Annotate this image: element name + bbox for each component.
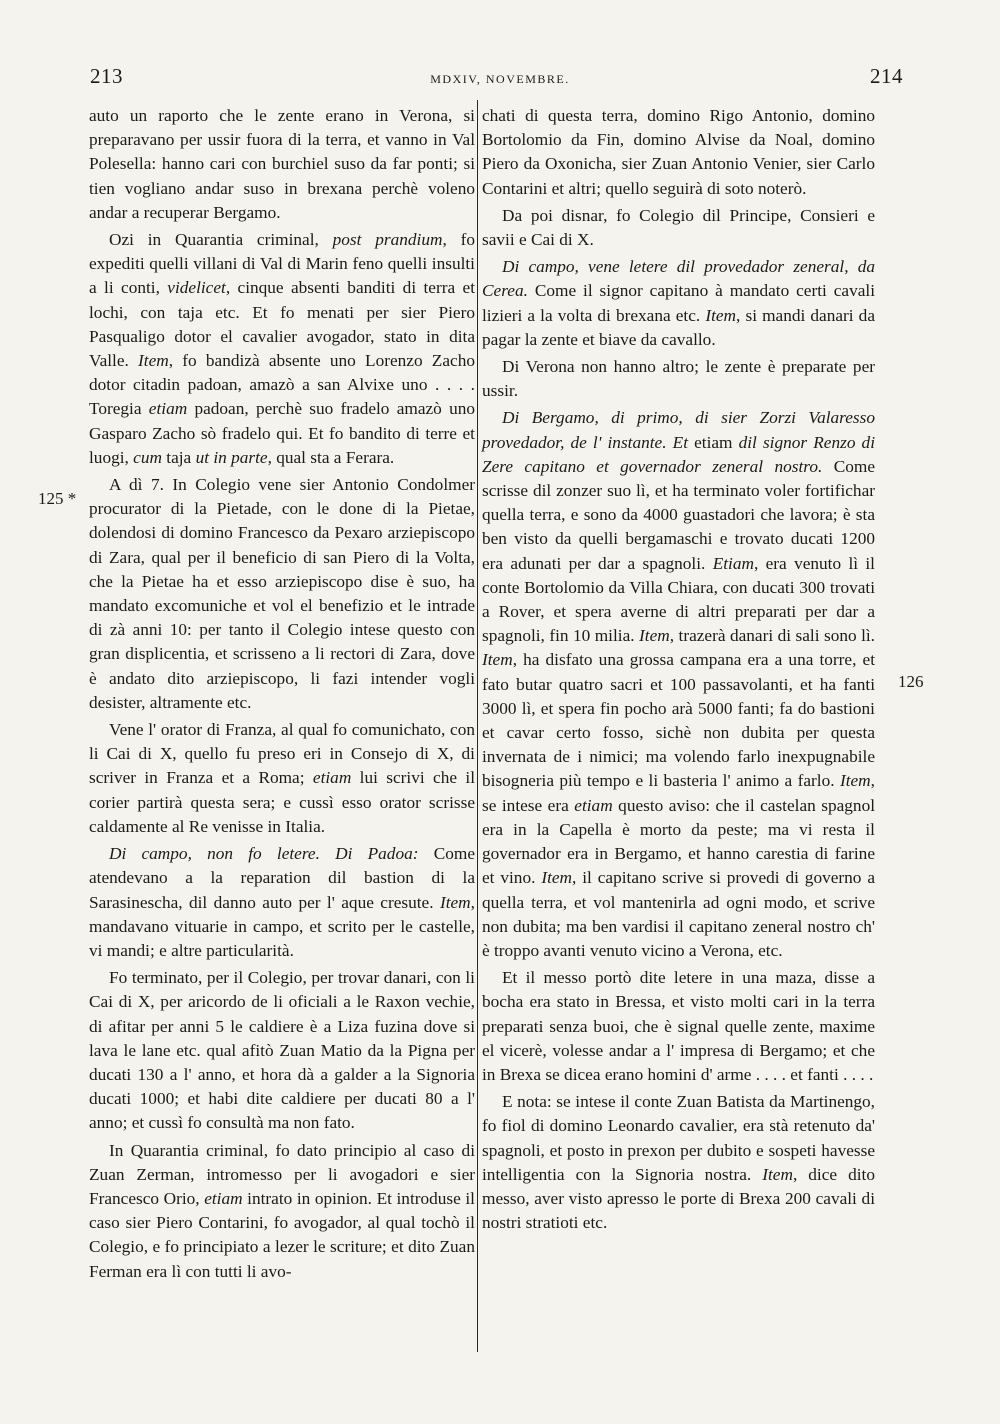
page-number-right: 214 [870,64,903,88]
text-run: auto un raporto che le zente erano in Verona, si preparavano per ussir fuora di la terra, et vanno in Val Polesella: hanno cari con burchiel suso da far ponti; si tien vogliano andar suso in brexana perchè voleno andar a recuperar Bergamo. [89,106,475,222]
italic-text: etiam [204,1188,243,1208]
text-run: Come il signor capitano à mandato certi cavali lizieri a la volta di brexana etc. [482,281,875,325]
text-run: , fo bandizà absente uno Lorenzo Zacho dotor citadin padoan, amazò a san Alvixe uno . . . . Toregia [89,351,475,419]
text-run: taja [161,447,196,467]
text-run: E nota: se intese il conte Zuan Batista da Martinengo, fo fiol di domino Leonardo cavalier, era stà retenuto da' spagnoli, et posto in prexon per dubito e sospeti havesse intelligentia con la Signoria nostra. [482,1092,875,1184]
text-run: chati di questa terra, domino Rigo Antonio, domino Bortolomio da Fin, domino Alvise da Noal, domino Piero da Oxonicha, sier Zuan Antonio Venier, sier Carlo Contarini et altri; quello seguirà di soto noterò. [482,106,875,198]
right-column [482,104,875,1238]
text-run: Come scrisse dil zonzer suo lì, et ha terminato voler fortifichar quella terra, e sono da 4000 guastadori che lavora; è sta ben visto da quelli bergamaschi e trovato ducati 1200 era adunati per dar a spagnoli. [482,456,875,573]
margin-note-right: 126 [898,672,924,691]
text-run: , era venuto lì il conte Bortolomio da Villa Chiara, con ducati 300 trovati a Rover, et spera averne di altri preparati per dar a spagnoli, fin 10 milia. [482,553,875,646]
text-run: A dì 7. In Colegio vene sier Antonio Condolmer procurator di la Pietade, con le done di la Pietae, dolendosi di domino Francesco da Pexaro arziepiscopo di Zara, qual per il beneficio di san Piero di la Volta, che la Pietae ha et esso arziepiscopo dise è suo, ha mandato excomuniche et vol el benefizio et le intrade di zà anni 10: per tanto il Colegio intese questo con gran displicentia, et scrisseno a li rectori di Zara, dove è andato dito arziepiscopo, li fazi intender vogli desister, altramente etc. [89,475,475,712]
paragraph [89,1139,475,1284]
text-run: , dice dito messo, aver visto apresso le porte di Brexa 200 cavali di nostri stratioti etc. [482,1164,875,1233]
italic-text: videlicet [167,278,226,298]
paragraph [482,1090,875,1235]
text-run: Et il messo portò dite letere in una maza, disse a bocha era stato in Bressa, et visto molti cari in la terra preparati senza buoi, che è signal quelle zente, maxime el vicerè, volesse andar a l' impresa di Bergamo; et che in Brexa se dicea erano homini d' arme . . . . et fanti . . . . [482,968,875,1084]
paragraph [89,842,475,963]
text-run: In Quarantia criminal, fo dato principio al caso di Zuan Zerman, intromesso per li avogadori e sier Francesco Orio, [89,1140,475,1208]
paragraph [482,406,875,963]
paragraph [482,255,875,352]
italic-text: Item [839,771,871,791]
page-number-left: 213 [90,64,123,88]
italic-text: Item [762,1164,793,1184]
italic-text: post prandium [332,230,443,250]
italic-text: Di Bergamo, di primo, di sier Zorzi Valaresso provedador, de l' instante. [482,408,875,452]
paragraph [89,104,475,225]
paragraph [482,204,875,252]
paragraph [482,104,875,201]
italic-text: cum [133,447,162,467]
text-run: intrato in opinion. Et introduse il caso sier Piero Contarini, fo avogador, al qual tochò il Colegio, e fo principiato a lezer le scriture; et dito Zuan Ferman era lì con tutti li avo- [89,1188,475,1281]
text-run: padoan, perchè suo fradelo amazò uno Gasparo Zacho sò fradelo qui. Et fo bandito di terre et luogi, [89,399,475,467]
paragraph [89,966,475,1135]
column-divider [477,100,478,1352]
italic-text: Di campo, non fo letere. Di Padoa: [109,844,419,864]
text-run: Vene l' orator di Franza, al qual fo comunichato, con li Cai di X, quello fu preso eri in Consejo di X, di scriver in Franza et a Roma; [89,720,475,788]
text-run: etiam [688,432,739,452]
text-run: , se intese era [482,771,875,815]
italic-text: Item [639,626,670,646]
text-run: , qual sta a Ferara. [267,447,395,467]
text-run: questo aviso: che il castelan spagnol era in la Capella è morto da peste; ma vi resta il governador era in Bergamo, et hanno carestia di farine et vino. [482,795,876,888]
left-column [89,104,475,1287]
italic-text: Item [138,351,169,371]
text-run: , ha disfato una grossa campana era a una torre, et fato butar quatro sacri et 100 passavolanti, et ha fanti 3000 lì, et spera fin pocho arà 5000 fanti; fa do bastioni et cavar certo fosso, sichè non dubita per questa invernata de i nimici; ma volendo farlo inexpugnabile bisogneria più tempo e li basteria l' animo a farlo. [482,650,875,791]
paragraph [482,966,875,1087]
text-run: Fo terminato, per il Colegio, per trovar danari, con li Cai di X, per aricordo de li oficiali a le Raxon vechie, di afitar per anni 5 le caldiere è a Liza fuzina dove si lava le lane etc. qual afitò Zuan Matio da la Pigna per ducati 130 a l' anno, et hora dà a galder a la Signoria ducati 1000; et habi dite caldiere per ducati 80 a l' anno; et cussì fo consultà ma non fato. [89,968,475,1133]
paragraph [482,355,875,403]
text-run: , fo expediti quelli villani di Val di Marin feno quelli insulti a li conti, [89,230,475,298]
margin-note-left: 125 * [38,489,77,508]
italic-text: Item [705,305,737,325]
text-run: , cinque absenti banditi di terra et lochi, con taja etc. Et fo menati per sier Piero Pasqualigo dotor el cavalier avogador, stato in dita Valle. [89,278,475,371]
header-title: MDXIV, NOVEMBRE. [430,72,570,86]
text-run: , mandavano vituarie in campo, et scrito per le castelle, vi mandi; e altre particularità. [89,892,475,960]
italic-text: dil signor Renzo di Zere capitano et governador zeneral nostro. [482,432,875,476]
italic-text: etiam [312,768,352,788]
text-run: Di Verona non hanno altro; le zente è preparate per ussir. [482,357,875,401]
italic-text: Item [482,650,513,670]
paragraph [89,718,475,839]
paragraph [89,228,475,470]
italic-text: ut in parte [195,447,268,467]
italic-text: Etiam [712,553,754,573]
text-run: , trazerà danari di sali sono lì. [669,626,875,646]
italic-text: etiam [574,795,613,815]
italic-text: Di campo, vene letere dil provedador zeneral, da Cerea. [482,257,875,301]
italic-text: etiam [148,399,188,419]
italic-text: Item [541,868,573,888]
italic-text: Et [672,432,689,452]
text-run: lui scrivi che il corier partirà questa sera; e cussì esso orator scrisse caldamente al Re venisse in Italia. [89,768,475,836]
text-run: , si mandi danari da pagar la zente et biave da cavallo. [482,305,875,349]
running-header [0,64,1000,100]
text-run: Ozi in Quarantia criminal, [109,230,333,250]
text-run: Da poi disnar, fo Colegio dil Principe, Consieri e savii e Cai di X. [482,205,875,250]
italic-text: Item [439,892,471,912]
text-run: Come atendevano a la reparation dil bastion di la Sarasinescha, dil danno auto per l' aque cresute. [89,844,475,912]
text-run: , il capitano scrive si provedi di governo a quella terra, et vol mantenirla ad ogni modo, et scrive non dubita; ma ben vardisi il capitano zeneral nostro ch' è troppo avanti venuto vicino a Verona, etc. [482,868,875,960]
paragraph [89,473,475,715]
